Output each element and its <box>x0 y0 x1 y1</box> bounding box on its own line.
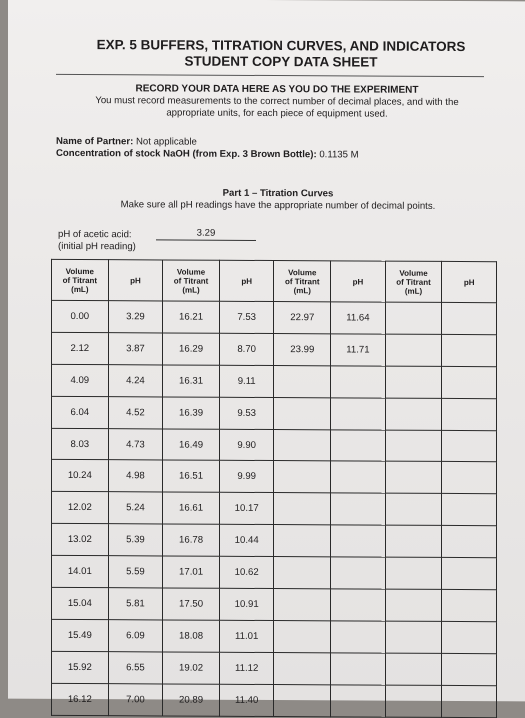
volume-cell: 6.04 <box>52 396 109 428</box>
volume-cell: 18.08 <box>163 620 220 652</box>
ph-cell: 6.55 <box>108 651 163 683</box>
table-row <box>52 428 497 462</box>
ph-cell <box>442 430 497 462</box>
table-row <box>52 619 497 653</box>
volume-cell: 16.31 <box>163 365 220 397</box>
col-header-ph: pH <box>442 261 497 302</box>
ph-cell: 9.99 <box>219 461 274 493</box>
volume-cell <box>385 557 442 589</box>
volume-cell <box>385 398 442 430</box>
table-row <box>52 587 497 621</box>
ph-cell: 11.40 <box>219 684 274 716</box>
ph-cell <box>331 557 386 589</box>
col-header-volume: Volume of Titrant (mL) <box>52 259 109 300</box>
volume-cell: 10.24 <box>52 460 109 492</box>
acid-label <box>58 229 136 253</box>
volume-cell: 16.49 <box>163 429 220 461</box>
volume-cell: 16.21 <box>163 301 220 333</box>
volume-cell: 2.12 <box>52 332 109 364</box>
table-row <box>52 332 497 366</box>
volume-cell <box>385 653 442 685</box>
ph-cell <box>331 589 386 621</box>
ph-cell: 5.24 <box>108 492 163 524</box>
ph-cell <box>331 685 386 717</box>
ph-cell: 6.09 <box>108 620 163 652</box>
ph-cell <box>442 302 497 334</box>
table-row <box>52 492 497 526</box>
ph-cell: 4.52 <box>108 396 163 428</box>
ph-cell: 5.81 <box>108 588 163 620</box>
volume-cell <box>385 589 442 621</box>
table-row <box>52 300 497 334</box>
ph-cell: 5.39 <box>108 524 163 556</box>
ph-cell <box>442 558 497 590</box>
ph-cell <box>442 653 497 685</box>
ph-cell: 11.71 <box>331 334 386 366</box>
volume-cell: 19.02 <box>163 652 220 684</box>
ph-cell: 4.73 <box>108 428 163 460</box>
ph-cell: 11.01 <box>219 620 274 652</box>
ph-cell: 7.53 <box>219 301 274 333</box>
volume-cell: 0.00 <box>52 300 109 332</box>
ph-cell <box>331 429 386 461</box>
volume-cell <box>274 589 331 621</box>
ph-cell: 4.98 <box>108 460 163 492</box>
acid-label-line-2: (initial pH reading) <box>58 240 136 253</box>
table-row <box>52 555 497 589</box>
volume-cell <box>385 462 442 494</box>
table-header-row <box>52 259 497 302</box>
volume-cell: 17.01 <box>163 556 220 588</box>
volume-cell <box>274 493 331 525</box>
col-header-volume: Volume of Titrant (mL) <box>163 260 220 301</box>
ph-cell: 8.70 <box>219 333 274 365</box>
partner-label: Name of Partner: <box>56 135 134 148</box>
title-line-2: STUDENT COPY DATA SHEET <box>184 53 378 70</box>
volume-cell: 16.12 <box>52 683 109 715</box>
volume-cell: 12.02 <box>52 492 109 524</box>
volume-cell: 16.78 <box>163 524 220 556</box>
ph-cell <box>442 589 497 621</box>
volume-cell: 16.39 <box>163 397 220 429</box>
volume-cell: 13.02 <box>52 524 109 556</box>
page-title <box>66 37 496 71</box>
instructions <box>52 83 502 121</box>
col-header-ph: pH <box>331 261 386 302</box>
volume-cell <box>385 685 442 717</box>
ph-cell: 9.90 <box>219 429 274 461</box>
ph-cell <box>331 366 386 398</box>
volume-cell: 22.97 <box>274 302 331 334</box>
table-row <box>52 364 497 398</box>
volume-cell <box>385 302 442 334</box>
volume-cell: 4.09 <box>52 364 109 396</box>
volume-cell: 15.49 <box>52 619 109 651</box>
instructions-line-1: You must record measurements to the correct number of decimal places, and with the <box>95 95 459 109</box>
table-row <box>52 524 497 558</box>
ph-cell: 3.29 <box>108 301 163 333</box>
table-row <box>52 396 497 430</box>
ph-cell <box>331 653 386 685</box>
volume-cell: 16.61 <box>163 492 220 524</box>
ph-cell <box>331 621 386 653</box>
title-line-1: EXP. 5 BUFFERS, TITRATION CURVES, AND INDICATORS <box>96 37 466 55</box>
ph-cell <box>442 494 497 526</box>
col-header-volume: Volume of Titrant (mL) <box>385 261 442 302</box>
volume-cell <box>274 429 331 461</box>
naoh-label: Concentration of stock NaOH (from Exp. 3 Brown Bottle): <box>56 147 317 161</box>
volume-cell <box>274 557 331 589</box>
volume-cell <box>274 652 331 684</box>
ph-cell <box>442 462 497 494</box>
ph-cell <box>331 398 386 430</box>
ph-cell: 10.44 <box>219 524 274 556</box>
col-header-volume: Volume of Titrant (mL) <box>274 261 331 302</box>
volume-cell: 15.04 <box>52 587 109 619</box>
ph-cell: 9.53 <box>219 397 274 429</box>
volume-cell: 20.89 <box>163 684 220 716</box>
partner-value: Not applicable <box>135 136 197 148</box>
volume-cell: 16.29 <box>163 333 220 365</box>
titration-table <box>51 259 497 718</box>
volume-cell <box>274 365 331 397</box>
volume-cell: 14.01 <box>52 555 109 587</box>
ph-cell: 4.24 <box>108 364 163 396</box>
table-row <box>52 460 497 494</box>
ph-cell <box>331 525 386 557</box>
ph-cell: 10.91 <box>219 588 274 620</box>
ph-cell: 9.11 <box>219 365 274 397</box>
volume-cell: 17.50 <box>163 588 220 620</box>
data-sheet <box>8 0 525 706</box>
ph-cell: 5.59 <box>108 556 163 588</box>
table-row <box>52 651 497 685</box>
volume-cell <box>274 684 331 716</box>
ph-cell: 7.00 <box>108 683 163 715</box>
col-header-ph: pH <box>108 260 163 301</box>
title-divider <box>56 74 484 77</box>
ph-cell <box>331 493 386 525</box>
partner-info <box>56 136 506 162</box>
volume-cell: 15.92 <box>52 651 109 683</box>
ph-cell <box>442 398 497 430</box>
volume-cell: 8.03 <box>52 428 109 460</box>
volume-cell <box>385 366 442 398</box>
acid-ph-value: 3.29 <box>156 227 256 241</box>
table-row <box>52 683 497 717</box>
ph-cell: 11.12 <box>219 652 274 684</box>
volume-cell <box>274 620 331 652</box>
volume-cell <box>274 461 331 493</box>
naoh-value: 0.1135 M <box>319 149 359 161</box>
table-body <box>52 300 497 717</box>
ph-cell <box>442 526 497 558</box>
volume-cell <box>385 621 442 653</box>
volume-cell: 16.51 <box>163 460 220 492</box>
ph-cell <box>442 621 497 653</box>
ph-cell: 3.87 <box>108 333 163 365</box>
col-header-ph: pH <box>219 260 274 301</box>
ph-cell <box>442 366 497 398</box>
volume-cell: 23.99 <box>274 333 331 365</box>
ph-cell <box>331 461 386 493</box>
volume-cell <box>385 334 442 366</box>
part1-title: Part 1 – Titration Curves <box>222 187 334 200</box>
ph-cell <box>442 685 497 717</box>
part1-heading <box>68 187 488 213</box>
volume-cell <box>385 430 442 462</box>
part1-instruction: Make sure all pH readings have the appropriate number of decimal points. <box>120 199 436 212</box>
instructions-line-2: appropriate units, for each piece of equipment used. <box>166 107 388 120</box>
ph-cell: 10.62 <box>219 556 274 588</box>
volume-cell <box>274 525 331 557</box>
volume-cell <box>274 397 331 429</box>
ph-cell: 11.64 <box>331 302 386 334</box>
volume-cell <box>385 493 442 525</box>
volume-cell <box>385 525 442 557</box>
acid-label-line-1: pH of acetic acid: <box>58 228 132 241</box>
ph-cell <box>442 334 497 366</box>
instructions-heading: RECORD YOUR DATA HERE AS YOU DO THE EXPERIMENT <box>135 83 419 96</box>
ph-cell: 10.17 <box>219 493 274 525</box>
